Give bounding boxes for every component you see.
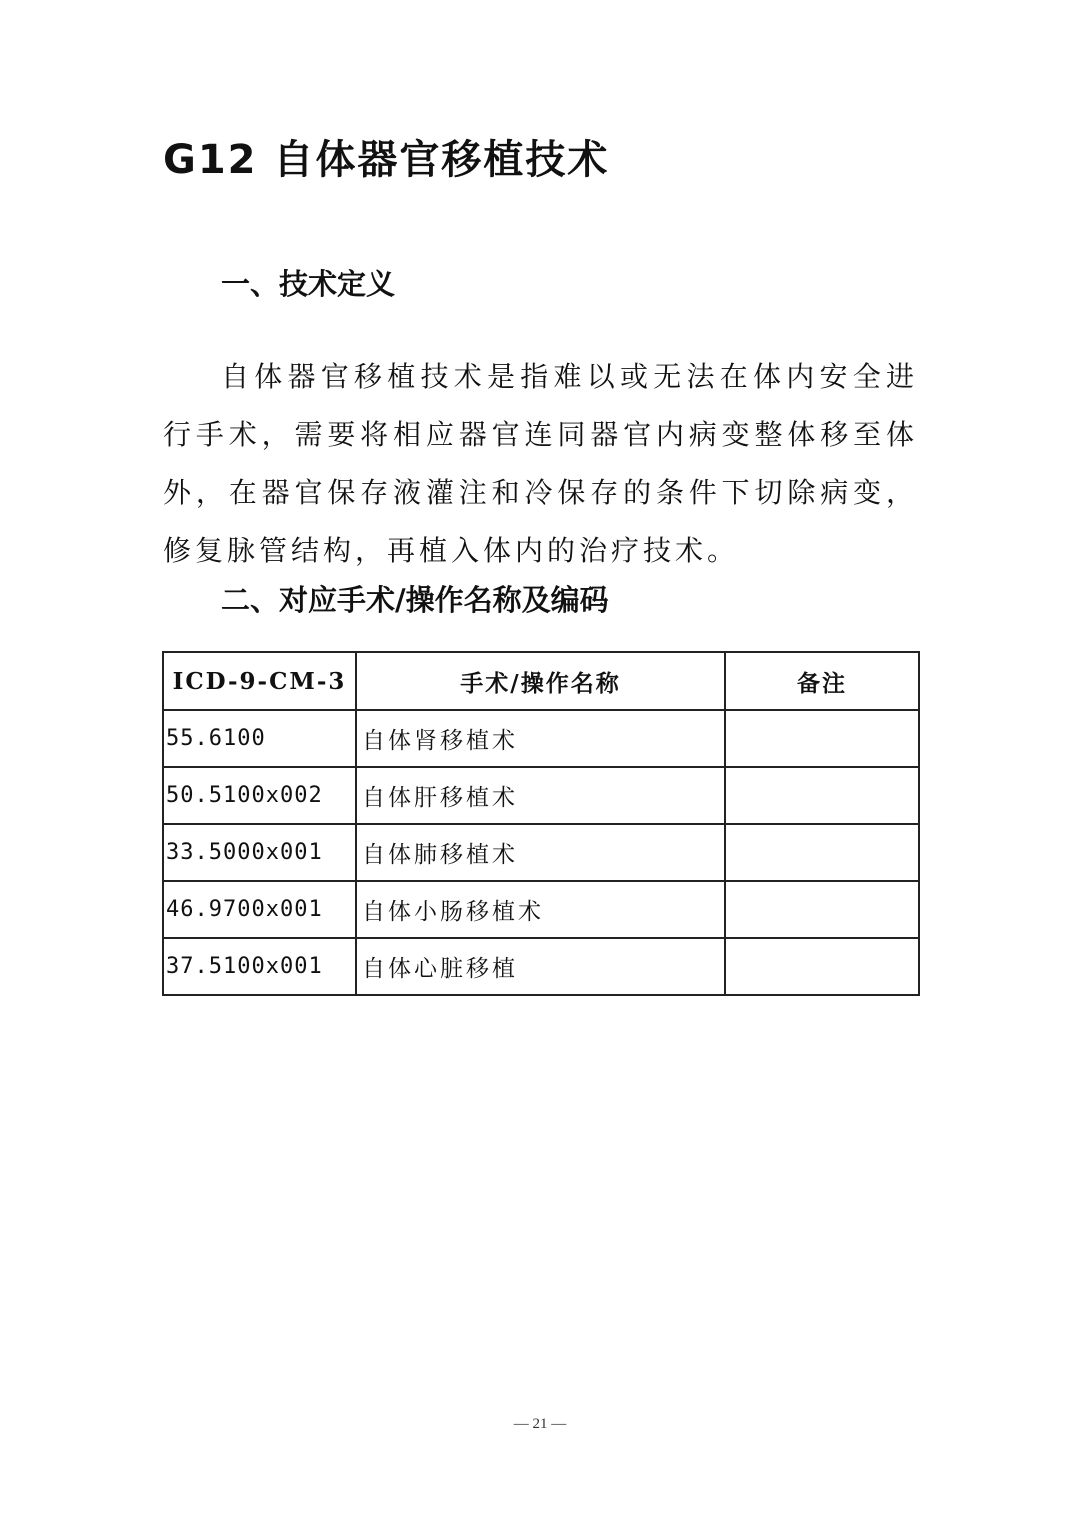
header-procedure-name: 手术/操作名称 [356,652,725,710]
procedure-name: 自体肝移植术 [356,767,725,824]
procedure-code: 55.6100 [163,710,356,767]
procedure-note [725,824,919,881]
table-row [163,938,919,995]
procedure-name: 自体小肠移植术 [356,881,725,938]
table-row [163,767,919,824]
procedure-code: 33.5000x001 [163,824,356,881]
header-icd-code: ICD-9-CM-3 [163,652,356,710]
procedure-name: 自体心脏移植 [356,938,725,995]
header-remarks: 备注 [725,652,919,710]
procedure-code: 50.5100x002 [163,767,356,824]
procedure-note [725,881,919,938]
definition-paragraph: 自体器官移植技术是指难以或无法在体内安全进行手术，需要将相应器官连同器官内病变整体移至体外，在器官保存液灌注和冷保存的条件下切除病变，修复脉管结构，再植入体内的治疗技术。 [163,360,918,567]
table-row [163,824,919,881]
procedure-name: 自体肺移植术 [356,824,725,881]
procedure-note [725,710,919,767]
page-title: G12 自体器官移植技术 [163,137,610,183]
procedure-code-table [162,651,920,996]
section-heading-procedures: 二、对应手术/操作名称及编码 [221,583,609,617]
procedure-code: 37.5100x001 [163,938,356,995]
table-header-row [163,652,919,710]
procedure-code: 46.9700x001 [163,881,356,938]
section-heading-definition: 一、技术定义 [221,267,396,301]
table-row [163,881,919,938]
table-row [163,710,919,767]
page-number: — 21 — [513,1416,567,1432]
procedure-name: 自体肾移植术 [356,710,725,767]
procedure-note [725,938,919,995]
procedure-note [725,767,919,824]
